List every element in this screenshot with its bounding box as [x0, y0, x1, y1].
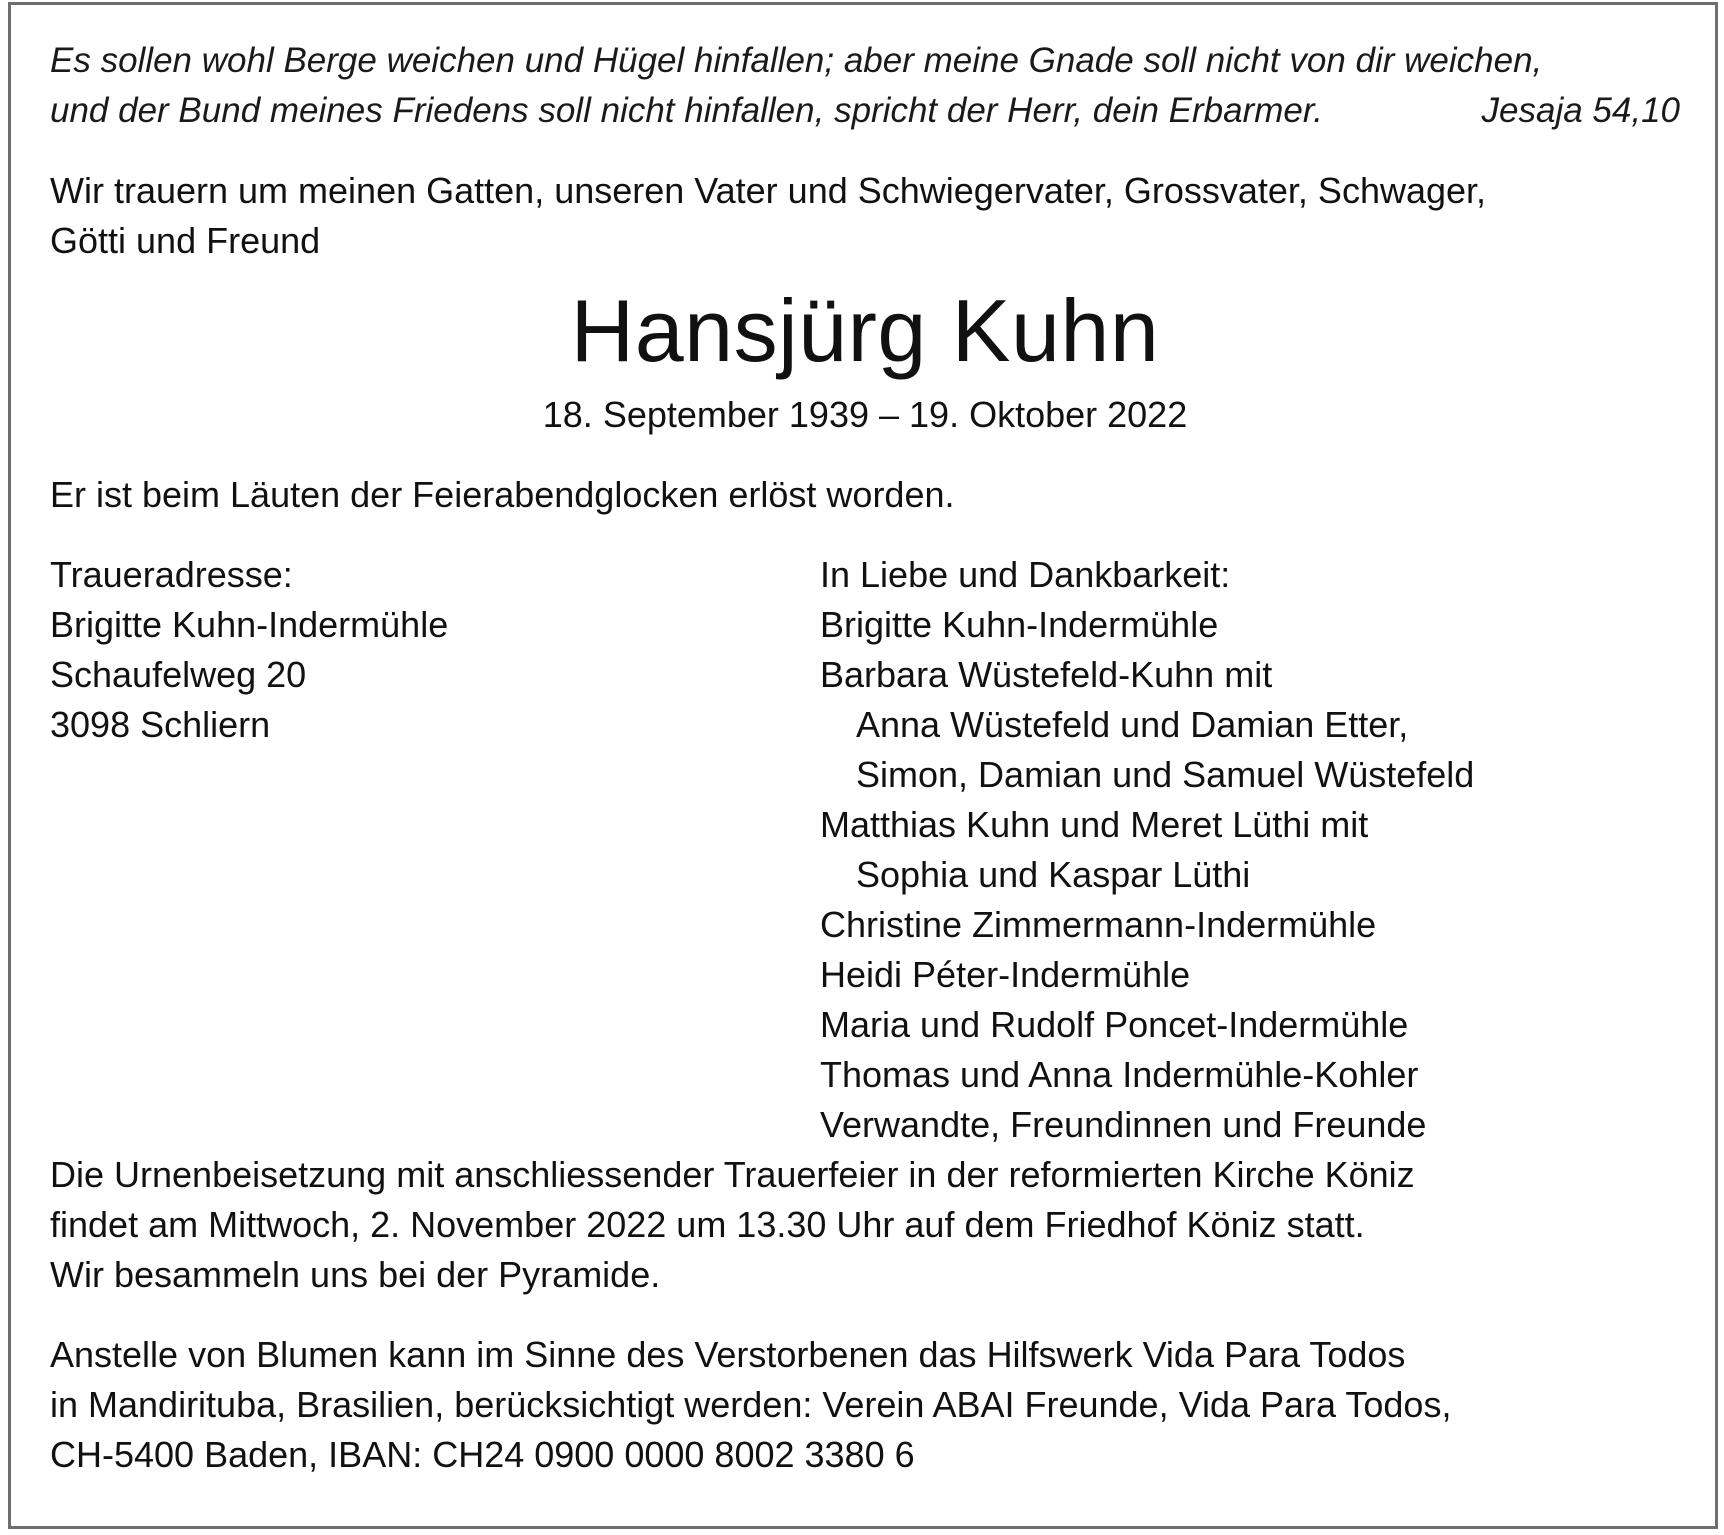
verse-reference: Jesaja 54,10 — [1481, 91, 1680, 130]
donation-line-1: Anstelle von Blumen kann im Sinne des Verstorbenen das Hilfswerk Vida Para Todos — [50, 1334, 1406, 1375]
address-and-mourners — [50, 550, 1680, 1150]
address-line: Schaufelweg 20 — [50, 654, 307, 695]
donation-line-2: in Mandirituba, Brasilien, berücksichtigt werden: Verein ABAI Freunde, Vida Para Todos, — [50, 1384, 1452, 1425]
mourner-line: Matthias Kuhn und Meret Lüthi mit — [820, 804, 1369, 845]
mourner-line: Thomas und Anna Indermühle-Kohler — [820, 1054, 1419, 1095]
burial-announcement — [50, 1150, 1680, 1300]
mourner-line: Anna Wüstefeld und Damian Etter, — [856, 704, 1409, 745]
mourner-line: Maria und Rudolf Poncet-Indermühle — [820, 1004, 1409, 1045]
burial-line-3: Wir besammeln uns bei der Pyramide. — [50, 1254, 661, 1295]
mourner-line: Heidi Péter-Indermühle — [820, 954, 1191, 995]
burial-line-1: Die Urnenbeisetzung mit anschliessender Trauerfeier in der reformierten Kirche Köniz — [50, 1154, 1415, 1195]
verse-line-2: und der Bund meines Friedens soll nicht hinfallen, spricht der Herr, dein Erbarmer. — [50, 91, 1323, 130]
address-heading: Traueradresse: — [50, 554, 293, 595]
verse-line-1: Es sollen wohl Berge weichen und Hügel hinfallen; aber meine Gnade soll nicht von dir weichen, — [50, 41, 1543, 80]
intro-text — [50, 166, 1680, 266]
mourning-address — [50, 550, 770, 750]
donation-note — [50, 1330, 1680, 1480]
obituary-content — [50, 36, 1680, 1480]
address-line: 3098 Schliern — [50, 704, 271, 745]
life-dates: 18. September 1939 – 19. Oktober 2022 — [542, 394, 1188, 435]
release-note: Er ist beim Läuten der Feierabendglocken erlöst worden. — [50, 474, 955, 515]
mourner-line: Sophia und Kaspar Lüthi — [856, 854, 1251, 895]
intro-line-2: Götti und Freund — [50, 220, 321, 261]
mourners-list — [820, 550, 1680, 1150]
mourner-line: Barbara Wüstefeld-Kuhn mit — [820, 654, 1273, 695]
deceased-name: Hansjürg Kuhn — [570, 281, 1160, 380]
mourner-line: Christine Zimmermann-Indermühle — [820, 904, 1377, 945]
burial-line-2: findet am Mittwoch, 2. November 2022 um 13.30 Uhr auf dem Friedhof Köniz statt. — [50, 1204, 1365, 1245]
mourner-line: Verwandte, Freundinnen und Freunde — [820, 1104, 1427, 1145]
address-line: Brigitte Kuhn-Indermühle — [50, 604, 449, 645]
intro-line-1: Wir trauern um meinen Gatten, unseren Vater und Schwiegervater, Grossvater, Schwager, — [50, 170, 1487, 211]
mourners-heading: In Liebe und Dankbarkeit: — [820, 554, 1231, 595]
bible-verse — [50, 36, 1680, 136]
mourner-line: Simon, Damian und Samuel Wüstefeld — [856, 754, 1475, 795]
mourner-line: Brigitte Kuhn-Indermühle — [820, 604, 1219, 645]
donation-line-3: CH-5400 Baden, IBAN: CH24 0900 0000 8002 3380 6 — [50, 1434, 915, 1475]
